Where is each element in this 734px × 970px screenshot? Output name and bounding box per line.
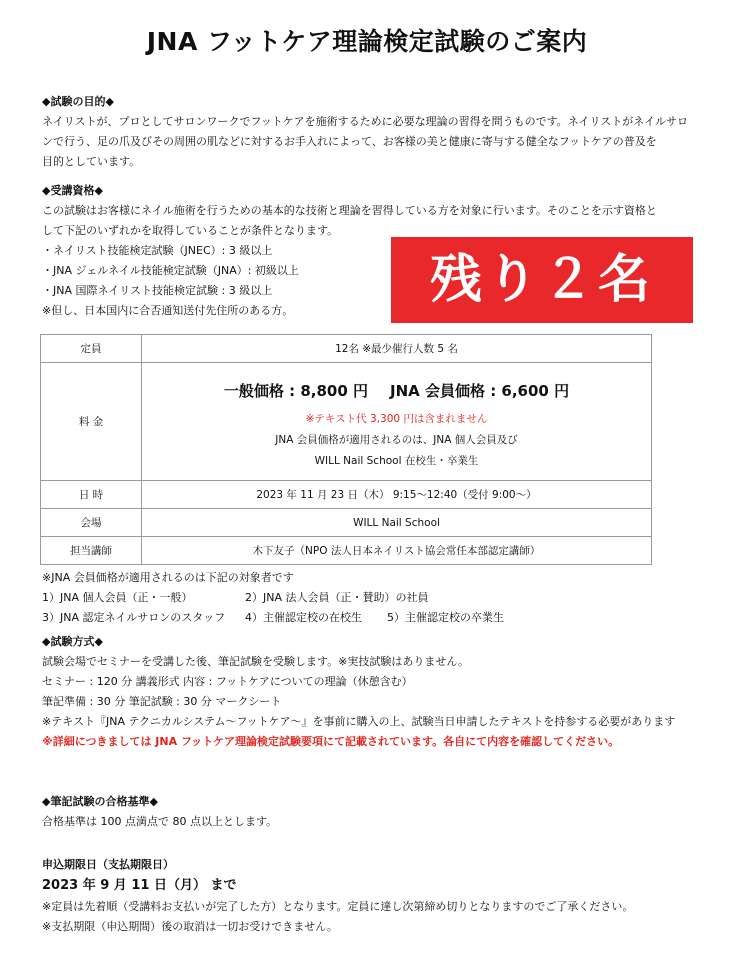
- criteria-text: 合格基準は 100 点満点で 80 点以上とします。: [42, 815, 278, 828]
- list-item: [42, 608, 504, 628]
- fee-member: JNA 会員価格 : 6,600 円: [390, 381, 570, 400]
- table-row: [41, 363, 652, 481]
- fee-label: 料 金: [41, 363, 142, 481]
- table-row: [41, 509, 652, 537]
- fee-note: ※テキスト代 3,300 円は含まれません: [305, 412, 488, 425]
- method-red-note: ※詳細につきましては JNA フットケア理論検定試験要項にて記載されています。各自にて内容を確認してください。: [42, 735, 620, 748]
- date-value: 2023 年 11 月 23 日（木） 9:15～12:40（受付 9:00～）: [142, 481, 652, 509]
- date-label: 日 時: [41, 481, 142, 509]
- criteria-section: [42, 792, 277, 832]
- fee-line: WILL Nail School 在校生・卒業生: [314, 454, 479, 467]
- page-title: JNA フットケア理論検定試験のご案内: [146, 27, 588, 56]
- member-note-heading: ※JNA 会員価格が適用されるのは下記の対象者です: [42, 571, 294, 584]
- deadline-note: ※支払期限（申込期間）後の取消は一切お受けできません。: [42, 920, 338, 933]
- table-row: [41, 481, 652, 509]
- deadline-heading: 申込期限日（支払期限日）: [42, 858, 174, 871]
- eligibility-line: して下記のいずれかを取得していることが条件となります。: [42, 224, 339, 237]
- method-line: セミナー : 120 分 講義形式 内容 : フットケアについての理論（休憩含む）: [42, 675, 413, 688]
- eligibility-item: ・ネイリスト技能検定試験（JNEC）: 3 級以上: [42, 244, 273, 257]
- venue-label: 会場: [41, 509, 142, 537]
- purpose-line: 目的としています。: [42, 155, 141, 168]
- member-type: 4）主催認定校の在校生: [245, 611, 362, 624]
- purpose-line: ネイリストが、プロとしてサロンワークでフットケアを施術するために必要な理論の習得を問うものです。ネイリストがネイルサロ: [42, 115, 689, 128]
- eligibility-heading: ◆受講資格◆: [42, 184, 103, 197]
- member-type: 3）JNA 認定ネイルサロンのスタッフ: [42, 611, 226, 624]
- purpose-line: ンで行う、足の爪及びその周囲の肌などに対するお手入れによって、お客様の美と健康に寄与する健全なフットケアの普及を: [42, 135, 657, 148]
- capacity-value: 12名 ※最少催行人数 5 名: [142, 335, 652, 363]
- method-line: 筆記準備 : 30 分 筆記試験 : 30 分 マークシート: [42, 695, 282, 708]
- member-note-section: [42, 568, 504, 628]
- eligibility-item: ・JNA 国際ネイリスト技能検定試験 : 3 級以上: [42, 284, 273, 297]
- member-type: 5）主催認定校の卒業生: [387, 611, 504, 624]
- method-section: [42, 632, 675, 752]
- method-line: ※テキスト『JNA テクニカルシステム～フットケア～』を事前に購入の上、試験当日申請したテキストを持参する必要があります: [42, 715, 676, 728]
- method-line: 試験会場でセミナーを受講した後、筆記試験を受験します。※実技試験はありません。: [42, 655, 469, 668]
- fee-line: JNA 会員価格が適用されるのは、JNA 個人会員及び: [275, 433, 518, 446]
- table-row: [41, 335, 652, 363]
- deadline-note: ※定員は先着順（受講料お支払いが完了した方）となります。定員に達し次第締め切りとなりますのでご了承ください。: [42, 900, 634, 913]
- capacity-label: 定員: [41, 335, 142, 363]
- venue-value: WILL Nail School: [142, 509, 652, 537]
- eligibility-line: この試験はお客様にネイル施術を行うための基本的な技術と理論を習得している方を対象に行います。そのことを示す資格と: [42, 204, 657, 217]
- list-item: [42, 588, 504, 608]
- remaining-seats-badge: 残り２名: [391, 237, 693, 323]
- purpose-section: [42, 92, 688, 172]
- instructor-value: 木下友子（NPO 法人日本ネイリスト協会常任本部認定講師）: [142, 537, 652, 565]
- eligibility-item: ・JNA ジェルネイル技能検定試験（JNA）: 初級以上: [42, 264, 299, 277]
- fee-cell: [142, 363, 652, 481]
- member-type: 1）JNA 個人会員（正・一般）: [42, 591, 193, 604]
- criteria-heading: ◆筆記試験の合格基準◆: [42, 795, 158, 808]
- deadline-section: [42, 855, 633, 937]
- eligibility-note: ※但し、日本国内に合否通知送付先住所のある方。: [42, 304, 294, 317]
- fee-general: 一般価格 : 8,800 円: [223, 381, 369, 400]
- table-row: [41, 537, 652, 565]
- info-table: [40, 334, 652, 565]
- purpose-heading: ◆試験の目的◆: [42, 95, 114, 108]
- instructor-label: 担当講師: [41, 537, 142, 565]
- member-type: 2）JNA 法人会員（正・賛助）の社員: [245, 591, 429, 604]
- deadline-date: 2023 年 9 月 11 日（月） まで: [42, 878, 237, 893]
- method-heading: ◆試験方式◆: [42, 635, 103, 648]
